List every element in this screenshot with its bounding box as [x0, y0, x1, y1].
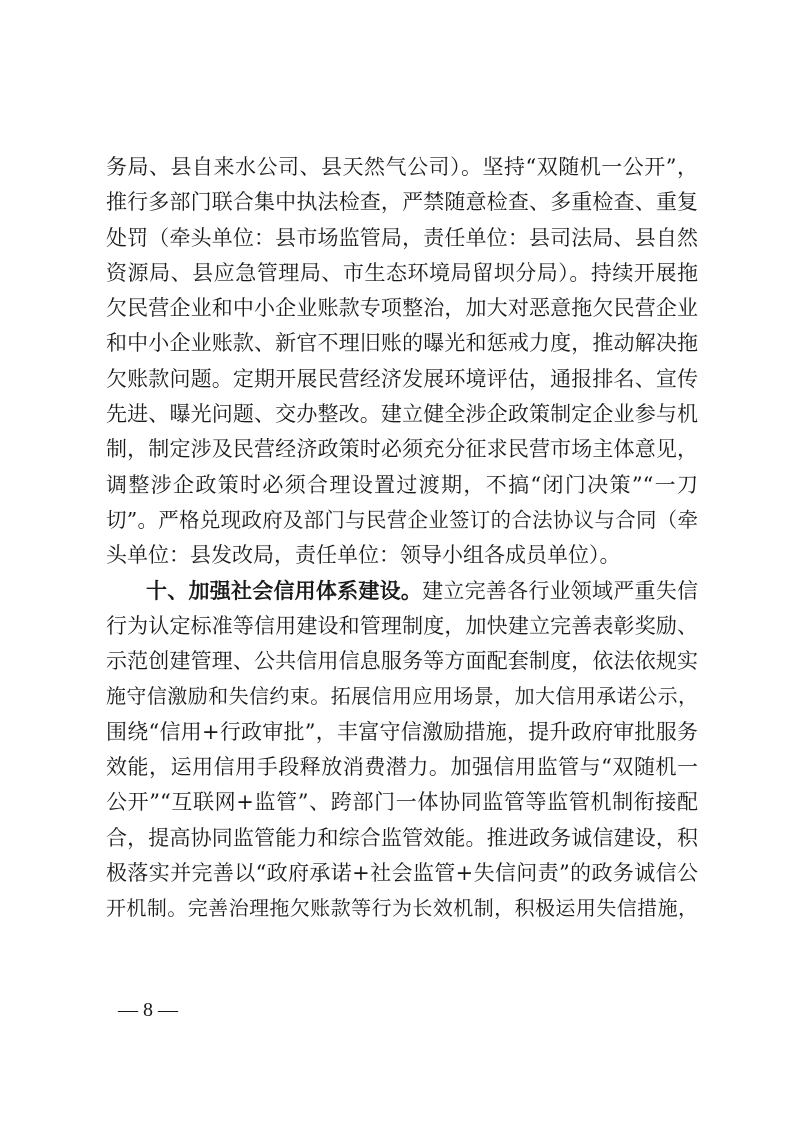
- text-line: 行为认定标准等信用建设和管理制度，加快建立完善表彰奖励、: [106, 613, 698, 638]
- text-line: 欠账款问题。定期开展民营经济发展环境评估，通报排名、宣传: [106, 366, 698, 391]
- text-line: 务局、县自来水公司、县天然气公司）。坚持“双随机一公开”，: [106, 155, 698, 179]
- section-heading: 十、加强社会信用体系建设。: [146, 578, 423, 603]
- text-line: 极落实并完善以“政府承诺+社会监管+失信问责”的政务诚信公: [106, 860, 698, 885]
- text-line: 资源局、县应急管理局、市生态环境局留坝分局）。持续开展拖: [106, 260, 698, 285]
- text-line: 示范创建管理、公共信用信息服务等方面配套制度，依法依规实: [106, 649, 698, 674]
- text-line: 公开”“互联网+监管”、跨部门一体协同监管等监管机制衔接配: [106, 790, 698, 815]
- body-text: [106, 150, 698, 927]
- text-line: 制，制定涉及民营经济政策时必须充分征求民营市场主体意见，: [106, 437, 698, 462]
- text-line: 处罚（牵头单位：县市场监管局，责任单位：县司法局、县自然: [106, 225, 698, 250]
- section-first-line: [106, 574, 698, 609]
- text-line: 头单位：县发改局，责任单位：领导小组各成员单位）。: [106, 543, 621, 568]
- section-first-line-text: 建立完善各行业领域严重失信: [422, 578, 699, 603]
- text-line: 效能，运用信用手段释放消费潜力。加强信用监管与“双随机一: [106, 755, 698, 780]
- text-line: 切”。严格兑现政府及部门与民营企业签订的合法协议与合同（牵: [106, 507, 698, 532]
- text-line: 调整涉企政策时必须合理设置过渡期，不搞“闭门决策”“一刀: [106, 472, 698, 497]
- page-number: — 8 —: [118, 999, 178, 1021]
- text-line: 开机制。完善治理拖欠账款等行为长效机制，积极运用失信措施，: [106, 896, 698, 921]
- text-line: 欠民营企业和中小企业账款专项整治，加大对恶意拖欠民营企业: [106, 296, 698, 321]
- text-line: 推行多部门联合集中执法检查，严禁随意检查、多重检查、重复: [106, 190, 698, 215]
- text-line: 合，提高协同监管能力和综合监管效能。推进政务诚信建设，积: [106, 825, 698, 850]
- text-line: 先进、曝光问题、交办整改。建立健全涉企政策制定企业参与机: [106, 402, 698, 427]
- text-line: 围绕“信用+行政审批”，丰富守信激励措施，提升政府审批服务: [106, 719, 698, 744]
- text-line: 施守信激励和失信约束。拓展信用应用场景，加大信用承诺公示，: [106, 684, 698, 709]
- text-line: 和中小企业账款、新官不理旧账的曝光和惩戒力度，推动解决拖: [106, 331, 698, 356]
